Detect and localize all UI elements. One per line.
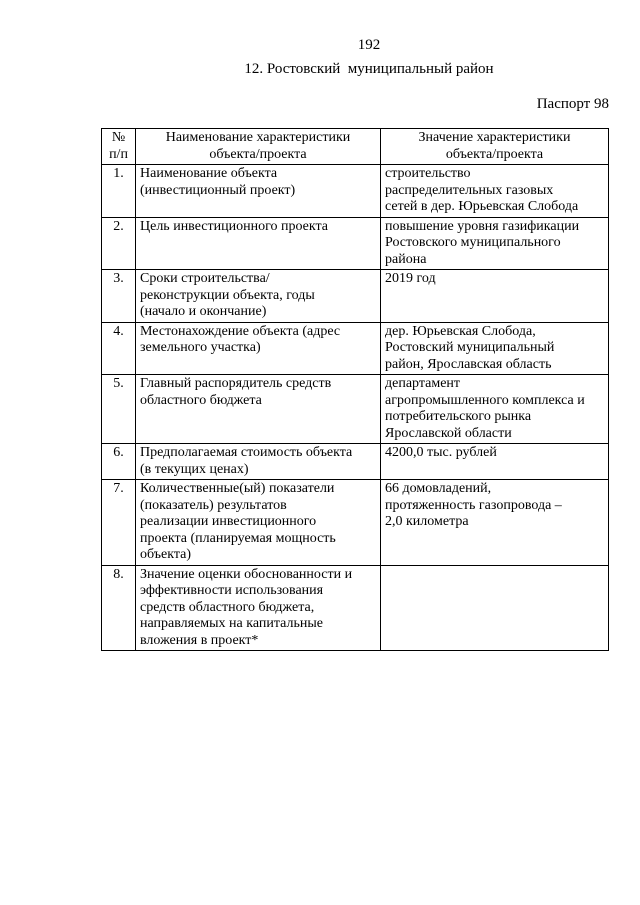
table-row [102,217,609,270]
row-characteristic-value: дер. Юрьевская Слобода, Ростовский муниципальный район, Ярославская область [381,322,609,375]
table-row [102,270,609,323]
row-characteristic-name: Сроки строительства/ реконструкции объекта, годы (начало и окончание) [136,270,381,323]
table-row [102,444,609,480]
table-row [102,165,609,218]
row-characteristic-value: 2019 год [381,270,609,323]
passport-table [101,128,609,651]
table-row [102,322,609,375]
page-number: 192 [357,37,381,53]
row-characteristic-name: Местонахождение объекта (адрес земельного участка) [136,322,381,375]
table-row [102,480,609,566]
table-row [102,565,609,651]
header-number: № п/п [102,129,136,165]
row-characteristic-name: Количественные(ый) показатели (показатель) результатов реализации инвестиционного проекта (планируемая мощность объекта) [136,480,381,566]
row-number: 8. [102,565,136,651]
row-characteristic-name: Предполагаемая стоимость объекта (в текущих ценах) [136,444,381,480]
row-characteristic-value: повышение уровня газификации Ростовского муниципального района [381,217,609,270]
row-characteristic-name: Главный распорядитель средств областного бюджета [136,375,381,444]
header-characteristic-value: Значение характеристики объекта/проекта [381,129,609,165]
row-characteristic-value: 66 домовладений, протяженность газопровода – 2,0 километра [381,480,609,566]
row-characteristic-value: департамент агропромышленного комплекса и потребительского рынка Ярославской области [381,375,609,444]
row-characteristic-name: Наименование объекта (инвестиционный проект) [136,165,381,218]
table-row [102,375,609,444]
row-number: 5. [102,375,136,444]
row-characteristic-name: Цель инвестиционного проекта [136,217,381,270]
row-characteristic-value [381,565,609,651]
row-number: 7. [102,480,136,566]
row-characteristic-value: строительство распределительных газовых сетей в дер. Юрьевская Слобода [381,165,609,218]
row-characteristic-name: Значение оценки обоснованности и эффективности использования средств областного бюджета, направляемых на капитальные вложения в проект* [136,565,381,651]
row-number: 2. [102,217,136,270]
row-number: 4. [102,322,136,375]
row-number: 6. [102,444,136,480]
row-number: 1. [102,165,136,218]
row-characteristic-value: 4200,0 тыс. рублей [381,444,609,480]
section-title: 12. Ростовский муниципальный район [244,61,494,77]
header-characteristic-name: Наименование характеристики объекта/проекта [136,129,381,165]
passport-label: Паспорт 98 [536,96,609,112]
row-number: 3. [102,270,136,323]
table-header-row [102,129,609,165]
